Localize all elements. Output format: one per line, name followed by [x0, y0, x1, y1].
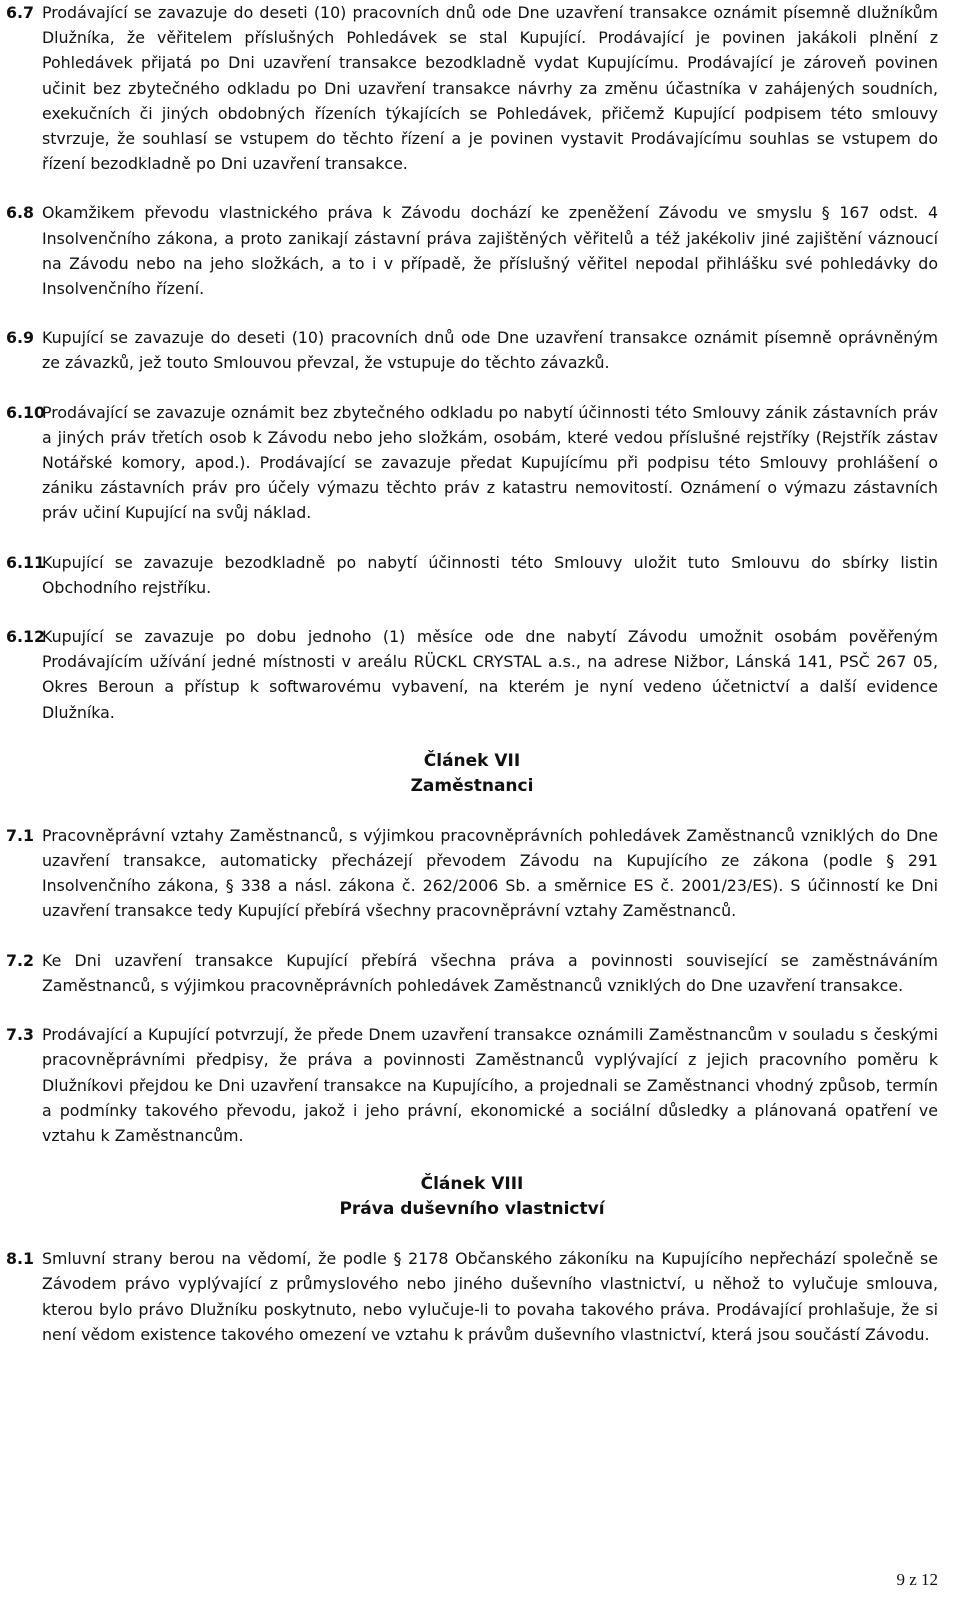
clause-number: 7.3 — [6, 1025, 34, 1045]
clause-text: Prodávající se zavazuje oznámit bez zbytečného odkladu po nabytí účinnosti této Smlouvy zánik zástavních práv a jiných práv třetích osob k Závodu nebo jeho složkám, osobám, které vedou příslušné rejstříky (Rejstřík zástav Notářské komory, apod.). Prodávající se zavazuje předat Kupujícímu při podpisu této Smlouvy prohlášení o zániku zástavních práv pro účely výmazu těchto práv z katastru nemovitostí. Oznámení o výmazu zástavních práv učiní Kupující na svůj náklad. — [42, 402, 938, 523]
clause-number: 6.11 — [6, 552, 45, 572]
clause-7-1 — [6, 823, 938, 924]
clause-6-9 — [6, 325, 938, 375]
clause-text: Pracovněprávní vztahy Zaměstnanců, s výjimkou pracovněprávních pohledávek Zaměstnanců vzniklých do Dne uzavření transakce, automaticky přecházejí převodem Závodu na Kupujícího ze zákona (podle § 291 Insolvenčního zákona, § 338 a násl. zákona č. 262/2006 Sb. a směrnice ES č. 2001/23/ES). S účinností ke Dni uzavření transakce tedy Kupující přebírá všechny pracovněprávní vztahy Zaměstnanců. — [42, 825, 938, 921]
article-7-heading — [6, 749, 938, 799]
article-7-title: Článek VII — [423, 750, 521, 771]
clause-text: Okamžikem převodu vlastnického práva k Závodu dochází ke zpeněžení Závodu ve smyslu § 167 odst. 4 Insolvenčního zákona, a proto zanikají zástavní práva zajištěných věřitelů a též jakékoliv jiné zajištění váznoucí na Závodu nebo na jeho složkách, a to i v případě, že příslušný věřitel nepodal přihlášku své pohledávky do Insolvenčního řízení. — [42, 203, 938, 299]
clause-7-2 — [6, 948, 938, 998]
clause-text: Kupující se zavazuje do deseti (10) pracovních dnů ode Dne uzavření transakce oznámit písemně oprávněným ze závazků, jež touto Smlouvou převzal, že vstupuje do těchto závazků. — [42, 328, 938, 373]
clause-6-11 — [6, 550, 938, 600]
clause-number: 6.7 — [6, 3, 34, 22]
clause-text: Smluvní strany berou na vědomí, že podle § 2178 Občanského zákoníku na Kupujícího nepřechází společně se Závodem právo vyplývající z průmyslového nebo jiného duševního vlastnictví, u něhož to vylučuje smlouva, kterou bylo právo Dlužníku poskytnuto, nebo vylučuje-li to povaha takového práva. Prodávající prohlašuje, že si není vědom existence takového omezení ve vztahu k právům duševního vlastnictví, která jsou součástí Závodu. — [42, 1249, 938, 1344]
clause-number: 7.1 — [6, 825, 34, 845]
clause-7-3 — [6, 1022, 938, 1148]
document-page — [6, 0, 938, 1347]
clause-text: Ke Dni uzavření transakce Kupující přebírá všechna práva a povinnosti související se zaměstnáváním Zaměstnanců, s výjimkou pracovněprávních pohledávek Zaměstnanců vzniklých do Dne uzavření transakce. — [42, 950, 938, 995]
clause-6-7 — [6, 0, 938, 176]
clause-text: Prodávající a Kupující potvrzují, že přede Dnem uzavření transakce oznámili Zaměstnancům v souladu s českými pracovněprávními předpisy, že práva a povinnosti Zaměstnanců vyplývající z jejich pracovního poměru k Dlužníkovi přejdou ke Dni uzavření transakce na Kupujícího, a projednali se Zaměstnanci vhodný způsob, termín a podmínky takového převodu, jakož i jeho právní, ekonomické a sociální důsledky a plánovaná opatření ve vztahu k Zaměstnancům. — [42, 1025, 938, 1145]
clause-6-12 — [6, 624, 938, 725]
clause-number: 6.10 — [6, 402, 45, 422]
clause-number: 6.12 — [6, 627, 45, 647]
clause-number: 8.1 — [6, 1249, 34, 1269]
article-8-heading — [6, 1172, 938, 1222]
clause-text: Kupující se zavazuje bezodkladně po nabytí účinnosti této Smlouvy uložit tuto Smlouvu do sbírky listin Obchodního rejstříku. — [42, 552, 938, 597]
clause-6-8 — [6, 200, 938, 301]
clause-number: 7.2 — [6, 950, 34, 970]
page-number: 9 z 12 — [896, 1570, 938, 1589]
clause-6-10 — [6, 400, 938, 526]
article-8-subtitle: Práva duševního vlastnictví — [339, 1199, 605, 1220]
clause-number: 6.8 — [6, 203, 34, 223]
clause-number: 6.9 — [6, 328, 34, 348]
clause-text: Kupující se zavazuje po dobu jednoho (1) měsíce ode dne nabytí Závodu umožnit osobám pověřeným Prodávajícím užívání jedné místnosti v areálu RÜCKL CRYSTAL a.s., na adrese Nižbor, Lánská 141, PSČ 267 05, Okres Beroun a přístup k softwarovému vybavení, na kterém je nyní vedeno účetnictví a další evidence Dlužníka. — [42, 627, 938, 722]
clause-8-1 — [6, 1246, 938, 1347]
article-7-subtitle: Zaměstnanci — [410, 775, 534, 796]
article-8-title: Článek VIII — [420, 1174, 524, 1195]
clause-text: Prodávající se zavazuje do deseti (10) pracovních dnů ode Dne uzavření transakce oznámit písemně dlužníkům Dlužníka, že věřitelem příslušných Pohledávek se stal Kupující. Prodávající je povinen jakákoli plnění z Pohledávek přijatá po Dni uzavření transakce bezodkladně vydat Kupujícímu. Prodávající je zároveň povinen učinit bez zbytečného odkladu po Dni uzavření transakce návrhy za změnu účastníka v zahájených soudních, exekučních či jiných obdobných řízeních týkajících se Pohledávek, přičemž Kupující podpisem této smlouvy stvrzuje, že souhlasí se vstupem do těchto řízení a je povinen vystavit Prodávajícímu souhlas se vstupem do řízení bezodkladně po Dni uzavření transakce. — [42, 3, 938, 174]
